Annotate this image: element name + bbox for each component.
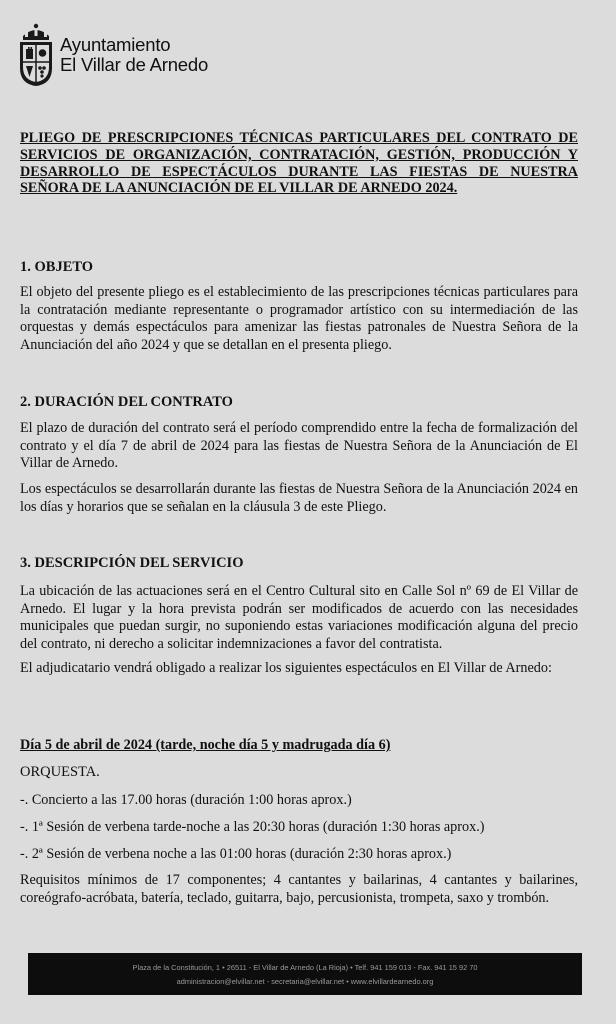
orquesta-label: ORQUESTA. [20,764,100,780]
footer-contact: administracion@elvillar.net - secretaria@elvillar.net • www.elvillardearnedo.org [176,977,434,986]
section-heading-duracion: 2. DURACIÓN DEL CONTRATO [20,394,233,410]
coat-of-arms-icon [17,22,55,88]
requirements-paragraph: Requisitos mínimos de 17 componentes; 4 cantantes y bailarinas, 4 cantantes y bailarines, coreógrafo-acróbata, batería, teclado, guitarra, bajo, percusionista, trompeta, saxo y trombón. [20,872,578,906]
list-item: -. 2ª Sesión de verbena noche a las 01:00 horas (duración 2:30 horas aprox.) [20,846,452,862]
footer-bar [28,953,582,995]
document-body [20,130,578,906]
duracion-paragraph-1: El plazo de duración del contrato será el período comprendido entre la fecha de formalización del contrato y el día 7 de abril de 2024 para las fiestas de Nuestra Señora de la Anunciación de El Villar de Arnedo. [20,420,578,472]
header-logo [17,22,208,88]
org-name-line1: Ayuntamiento [60,34,171,55]
list-item: -. 1ª Sesión de verbena tarde-noche a las 20:30 horas (duración 1:30 horas aprox.) [20,819,485,835]
list-item: -. Concierto a las 17.00 horas (duración 1:00 horas aprox.) [20,792,352,808]
section-heading-objeto: 1. OBJETO [20,259,94,275]
descripcion-paragraph-2: El adjudicatario vendrá obligado a realizar los siguientes espectáculos en El Villar de Arnedo: [20,660,552,676]
descripcion-paragraph-1: La ubicación de las actuaciones será en el Centro Cultural sito en Calle Sol nº 69 de El Villar de Arnedo. El lugar y la hora prevista podrán ser modificados de acuerdo con las necesidades municipales que puedan surgir, no suponiendo estas variaciones modificación alguna del precio del contrato, ni derecho a solicitar indemnizaciones a favor del contratista. [20,583,578,652]
duracion-paragraph-2: Los espectáculos se desarrollarán durante las fiestas de Nuestra Señora de la Anunciación 2024 en los días y horarios que se señalan en la cláusula 3 de este Pliego. [20,481,578,515]
objeto-paragraph: El objeto del presente pliego es el establecimiento de las prescripciones técnicas particulares para la contratación mediante representante o programador artístico con su intermediación de las orquestas y demás espectáculos para amenizar las fiestas patronales de Nuestra Señora de la Anunciación del año 2024 y que se detallan en el presenta pliego. [20,284,578,353]
organization-name [60,35,208,75]
org-name-line2: El Villar de Arnedo [60,54,209,75]
section-heading-descripcion: 3. DESCRIPCIÓN DEL SERVICIO [20,555,244,571]
day-heading: Día 5 de abril de 2024 (tarde, noche día 5 y madrugada día 6) [20,737,391,753]
document-title: PLIEGO DE PRESCRIPCIONES TÉCNICAS PARTICULARES DEL CONTRATO DE SERVICIOS DE ORGANIZACIÓN, CONTRATACIÓN, GESTIÓN, PRODUCCIÓN Y DESARROLLO DE ESPECTÁCULOS DURANTE LAS FIESTAS DE NUESTRA SEÑORA DE LA ANUNCIACIÓN DE EL VILLAR DE ARNEDO 2024. [20,130,578,197]
footer-address: Plaza de la Constitución, 1 • 26511 - El Villar de Arnedo (La Rioja) • Telf. 941 159 013 - Fax. 941 15 92 70 [132,963,478,972]
